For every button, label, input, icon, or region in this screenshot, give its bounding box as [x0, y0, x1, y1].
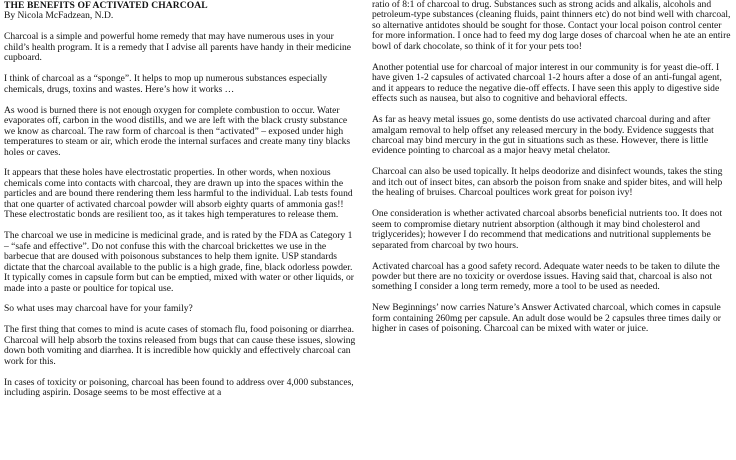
paragraph-toxicity: In cases of toxicity or poisoning, charcoal has been found to address over 4,000 substances, including aspirin. Dosage seems to be most effective at a: [4, 376, 354, 399]
paragraph-nutrients: One consideration is whether activated charcoal absorbs beneficial nutrients too. It does not seem to compromise dietary nutrient absorption (although it may bind cholesterol and triglycerides); however I do recommend that medications and nutritional supplements be separated from charcoal by two hours.: [372, 208, 723, 251]
paragraph-safety: Activated charcoal has a good safety record. Adequate water needs to be taken to dilute the powder but there are no toxicity or overdose issues. Having said that, charcoal is also not something I consider a long term remedy, more a tool to be used as needed.: [372, 260, 720, 293]
paragraph-product: New Beginnings’ now carries Nature’s Answer Activated charcoal, which comes in capsule form containing 260mg per capsule. An adult dose would be 2 capsules three times daily or higher in cases of poisoning. Charcoal can be mixed with water or juice.: [372, 302, 721, 335]
paragraph-stomach-flu: The first thing that comes to mind is acute cases of stomach flu, food poisoning or diarrhea. Charcoal will help absorb the toxins released from bugs that can cause these issues, slowing down both vomiting and diarrhea. It is incredible how quickly and effectively charcoal can work for this.: [4, 324, 356, 367]
article-title: THE BENEFITS OF ACTIVATED CHARCOAL: [4, 0, 208, 11]
article-byline: By Nicola McFadzean, N.D.: [4, 10, 114, 21]
paragraph-wood-burning: As wood is burned there is not enough oxygen for complete combustion to occur. Water evaporates off, carbon in the wood distills, and we are left with the black crusty substance we know as charcoal. The raw form of charcoal is then “activated” – exposed under high temperatures to steam or air, which erode the internal surfaces and create many tiny blacks holes or caves.: [4, 104, 351, 158]
paragraph-electrostatic: It appears that these holes have electrostatic properties. In other words, when noxious chemicals come into contacts with charcoal, they are drawn up into the spaces within the particles and are bound there rendering them less harmful to the individual. Lab tests found that one quarter of activated charcoal powder will absorb eighty quarts of ammonia gas!! These electrostatic bonds are resilient too, as it takes high temperatures to release them.: [4, 167, 353, 221]
right-column: [372, 0, 732, 345]
left-column: [4, 0, 358, 409]
paragraph-yeast: Another potential use for charcoal of major interest in our community is for yeast die-off. I have given 1-2 capsules of activated charcoal 1-2 hours after a dose of an anti-fungal agent, and it appears to reduce the negative die-off effects. I have seen this apply to digestive side effects such as nausea, but also to cognitive and behavioral effects.: [372, 61, 722, 105]
paragraph-sponge: I think of charcoal as a “sponge”. It helps to mop up numerous substances especially chemicals, drugs, toxins and wastes. Here’s how it works …: [4, 73, 328, 95]
paragraph-heavy-metal: As far as heavy metal issues go, some dentists do use activated charcoal during and after amalgam removal to help offset any released mercury in the body. Evidence suggests that charcoal may bind mercury in the gut in situations such as these. However, there is little evidence pointing to charcoal as a major heavy metal chelator.: [372, 114, 714, 157]
paragraph-topical: Charcoal can also be used topically. It helps deodorize and disinfect wounds, takes the sting and itch out of insect bites, can absorb the poison from snake and spider bites, and will help the healing of bruises. Charcoal poultices work great for poison ivy!: [372, 166, 723, 199]
paragraph-intro: Charcoal is a simple and powerful home remedy that may have numerous uses in your child’s health program. It is a remedy that I advise all parents have handy in their medicine cupboard.: [4, 31, 352, 64]
paragraph-medicinal-grade: The charcoal we use in medicine is medicinal grade, and is rated by the FDA as Category 1 – “safe and effective”. Do not confuse this with the charcoal brickettes we use in the barbecue that are doused with poisonous substances to help them ignite. USP standards dictate that the charcoal available to the public is a high grade, fine, black odorless powder. It typically comes in capsule form but can be emptied, mixed with water or other liquids, or made into a paste or poultice for topical use.: [4, 230, 354, 294]
paragraph-ratio: ratio of 8:1 of charcoal to drug. Substances such as strong acids and alkalis, alcohols and petroleum-type substances (cleaning fluids, paint thinners etc) do not bind well with charcoal, so alternative antidotes should be sought for those. Contact your local poison control center for more information. I once had to feed my dog large doses of charcoal when he ate an entire bowl of dark chocolate, so think of it for your pets too!: [372, 0, 731, 52]
paragraph-uses-question: So what uses may charcoal have for your family?: [4, 303, 193, 315]
